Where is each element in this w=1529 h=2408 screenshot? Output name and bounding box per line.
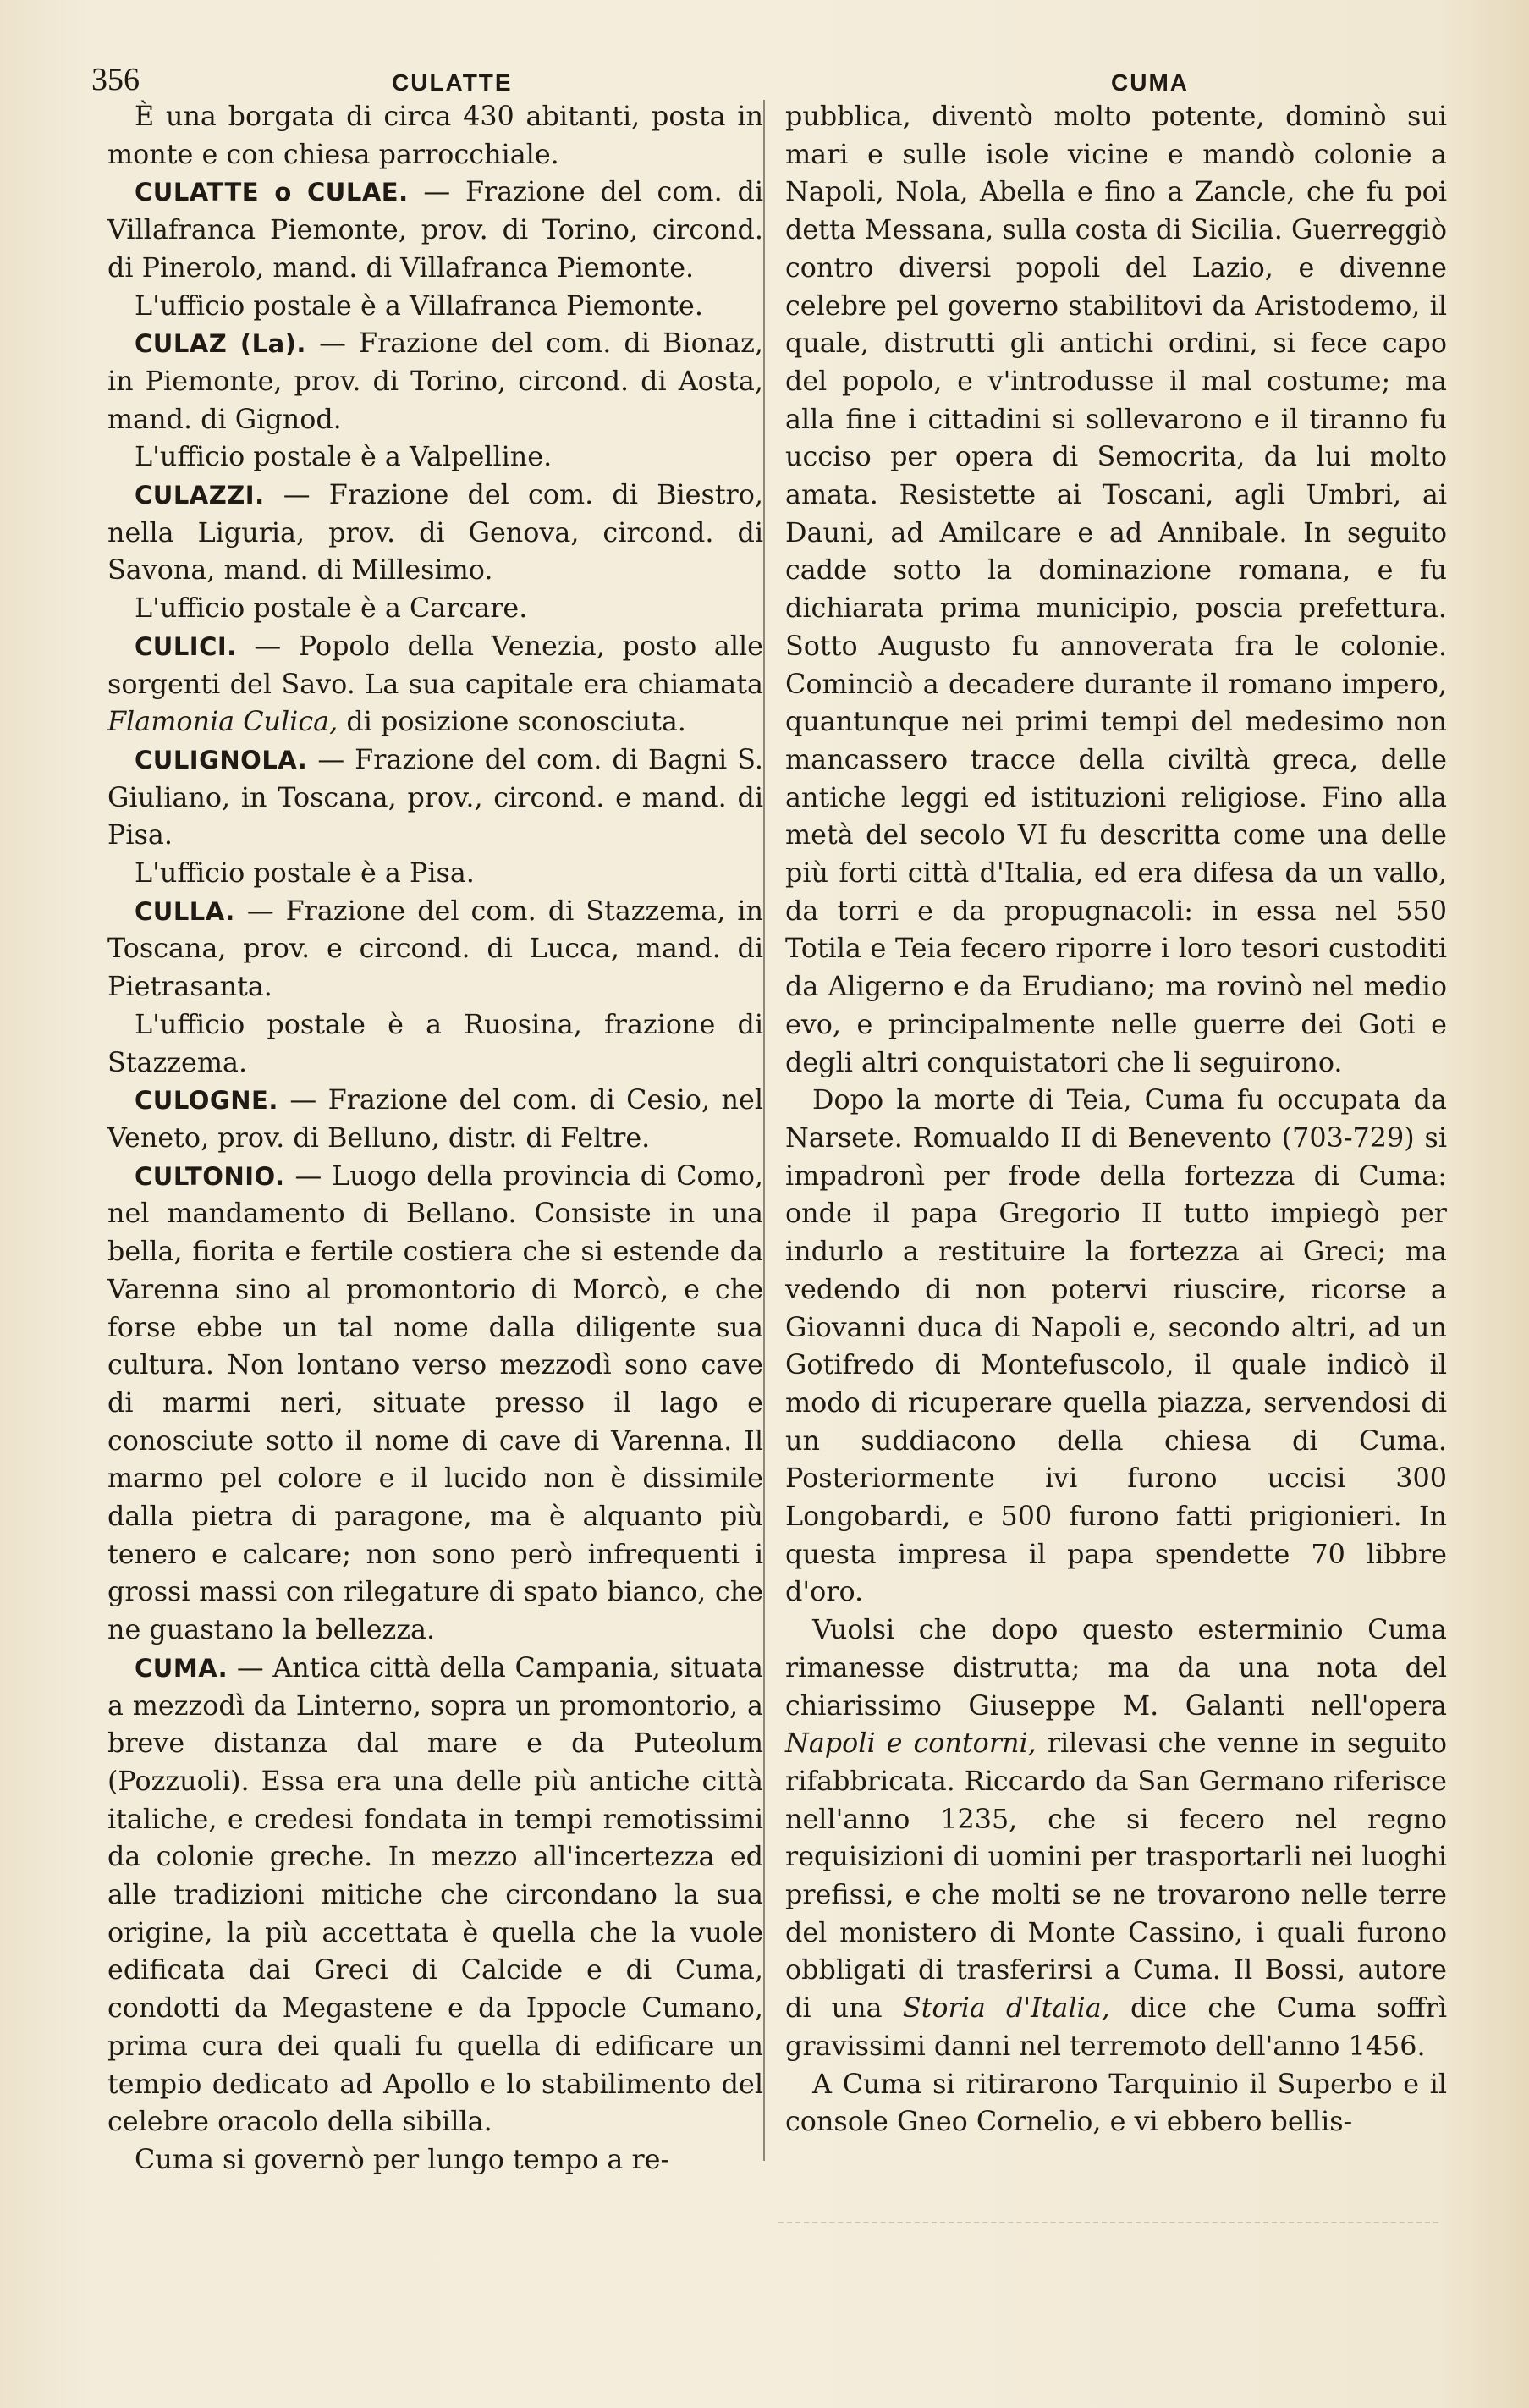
dictionary-entry: CULOGNE. — Frazione del com. di Cesio, nel Veneto, prov. di Belluno, distr. di Feltre.	[107, 1084, 763, 1154]
italic-title: Flamonia Culica,	[107, 706, 338, 738]
paragraph: A Cuma si ritirarono Tarquinio il Superbo e il console Gneo Cornelio, e vi ebbero bellis-	[785, 2068, 1447, 2138]
entry-term: CULAZZI.	[135, 481, 265, 510]
dictionary-entry: CULIGNOLA. — Frazione del com. di Bagni S. Giuliano, in Toscana, prov., circond. e mand. di Pisa.	[107, 743, 763, 851]
dictionary-entry: CUMA. — Antica città della Campania, situata a mezzodì da Linterno, sopra un promontorio, a breve distanza dal mare e da Puteolum (Pozzuoli). Essa era una delle più antiche città italiche, e credesi fondata in tempi remotissimi da colonie greche. In mezzo all'incertezza ed alle tradizioni mitiche che circondano la sua origine, la più accettata è quella che la vuole edificata dai Greci di Calcide e di Cuma, condotti da Megastene e da Ippocle Cumano, prima cura dei quali fu quella di edificare un tempio dedicato ad Apollo e lo stabilimento del celebre oracolo della sibilla.	[107, 1651, 764, 2138]
paragraph: Vuolsi che dopo questo esterminio Cuma rimanesse distrutta; ma da una nota del chiarissimo Giuseppe M. Galanti nell'opera Napoli e contorni, rilevasi che venne in seguito rifabbricata. Riccardo da San Germano riferisce nell'anno 1235, che si fecero nel regno requisizioni di uomini per trasportarli nei luoghi prefissi, e che molti se ne trovarono nelle terre del monistero di Monte Cassino, i quali furono obbligati di trasferirsi a Cuma. Il Bossi, autore di una Storia d'Italia, dice che Cuma soffrì gravissimi danni nel terremoto dell'anno 1456.	[785, 1614, 1448, 2062]
column-divider	[763, 100, 765, 2161]
entry-term: CUMA.	[135, 1653, 228, 1683]
paragraph: Dopo la morte di Teia, Cuma fu occupata da Narsete. Romualdo II di Benevento (703-729) si impadronì per frode della fortezza di Cuma: onde il papa Gregorio II tutto impiegò per indurlo a restituire la fortezza ai Greci; ma vedendo di non potervi riuscire, ricorse a Giovanni duca di Napoli e, secondo altri, ad un Gotifredo di Montefuscolo, il quale indicò il modo di ricuperare quella piazza, servendosi di un suddiacono della chiesa di Cuma. Posteriormente ivi furono uccisi 300 Longobardi, e 500 furono fatti prigionieri. In questa impresa il papa spendette 70 libbre d'oro.	[785, 1084, 1447, 1608]
running-title-left: CULATTE	[392, 69, 513, 96]
paragraph: È una borgata di circa 430 abitanti, posta in monte e con chiesa parrocchiale.	[107, 101, 763, 170]
left-column	[107, 98, 763, 2179]
page-header	[91, 61, 1445, 102]
paragraph: L'ufficio postale è a Pisa.	[135, 857, 475, 890]
dictionary-entry: CULAZZI. — Frazione del com. di Biestro, nella Liguria, prov. di Genova, circond. di Savona, mand. di Millesimo.	[107, 479, 763, 587]
entry-term: CULTONIO.	[135, 1161, 285, 1191]
right-column	[785, 98, 1447, 2141]
entry-term: CULATTE o CULAE.	[135, 178, 409, 207]
entry-term: CULIGNOLA.	[135, 745, 308, 774]
italic-title: Storia d'Italia,	[902, 1992, 1110, 2025]
paragraph: L'ufficio postale è a Carcare.	[135, 592, 528, 625]
page-number: 356	[91, 62, 140, 97]
entry-term: CULOGNE.	[135, 1086, 278, 1116]
dictionary-entry: CULICI. — Popolo della Venezia, posto alle sorgenti del Savo. La sua capitale era chiamata Flamonia Culica, di posizione sconosciuta.	[107, 630, 764, 738]
dictionary-entry: CULTONIO. — Luogo della provincia di Como, nel mandamento di Bellano. Consiste in una bella, fiorita e fertile costiera che si estende da Varenna sino al promontorio di Morcò, e che forse ebbe un tal nome dalla diligente sua cultura. Non lontano verso mezzodì sono cave di marmi neri, situate presso il lago e conosciute sotto il nome di cave di Varenna. Il marmo pel colore e il lucido non è dissimile dalla pietra di paragone, ma è alquanto più tenero e calcare; non sono però infrequenti i grossi massi con rilegature di spato bianco, che ne guastano la bellezza.	[107, 1160, 763, 1646]
entry-term: CULAZ (La).	[135, 329, 306, 359]
footer-rule	[778, 2222, 1438, 2223]
dictionary-entry: CULAZ (La). — Frazione del com. di Bionaz, in Piemonte, prov. di Torino, circond. di Aosta, mand. di Gignod.	[107, 328, 764, 435]
entry-term: CULICI.	[135, 631, 237, 661]
entry-term: CULLA.	[135, 896, 235, 926]
paragraph: L'ufficio postale è a Ruosina, frazione di Stazzema.	[107, 1008, 763, 1078]
dictionary-entry: CULLA. — Frazione del com. di Stazzema, in Toscana, prov. e circond. di Lucca, mand. di Pietrasanta.	[107, 895, 763, 1003]
dictionary-entry: CULATTE o CULAE. — Frazione del com. di Villafranca Piemonte, prov. di Torino, circond. di Pinerolo, mand. di Villafranca Piemonte.	[107, 176, 764, 284]
paragraph: pubblica, diventò molto potente, dominò sui mari e sulle isole vicine e mandò colonie a Napoli, Nola, Abella e fino a Zancle, che fu poi detta Messana, sulla costa di Sicilia. Guerreggiò contro diversi popoli del Lazio, e divenne celebre pel governo stabilitovi da Aristodemo, il quale, distrutti gli antichi ordini, si fece capo del popolo, e v'introdusse il mal costume; ma alla fine i cittadini si sollevarono e il tiranno fu ucciso per opera di Semocrita, da lui molto amata. Resistette ai Toscani, agli Umbri, ai Dauni, ad Amilcare e ad Annibale. In seguito cadde sotto la dominazione romana, e fu dichiarata prima municipio, poscia prefettura. Sotto Augusto fu annoverata fra le colonie. Cominciò a decadere durante il romano impero, quantunque nei primi tempi del medesimo non mancassero tracce della civiltà greca, delle antiche leggi ed istituzioni religiose. Fino alla metà del secolo VI fu descritta come una delle più forti città d'Italia, ed era difesa da un vallo, da torri e da propugnacoli: in essa nel 550 Totila e Teia fecero riporre i loro tesori custoditi da Aligerno e da Erudiano; ma rovinò nel medio evo, e principalmente nelle guerre dei Goti e degli altri conquistatori che li seguirono.	[785, 101, 1447, 1078]
paragraph: L'ufficio postale è a Villafranca Piemonte.	[135, 289, 703, 322]
running-title-right: CUMA	[1111, 69, 1189, 96]
paragraph: L'ufficio postale è a Valpelline.	[135, 441, 553, 473]
paragraph: Cuma si governò per lungo tempo a re-	[135, 2143, 670, 2175]
italic-title: Napoli e contorni,	[785, 1727, 1037, 1760]
